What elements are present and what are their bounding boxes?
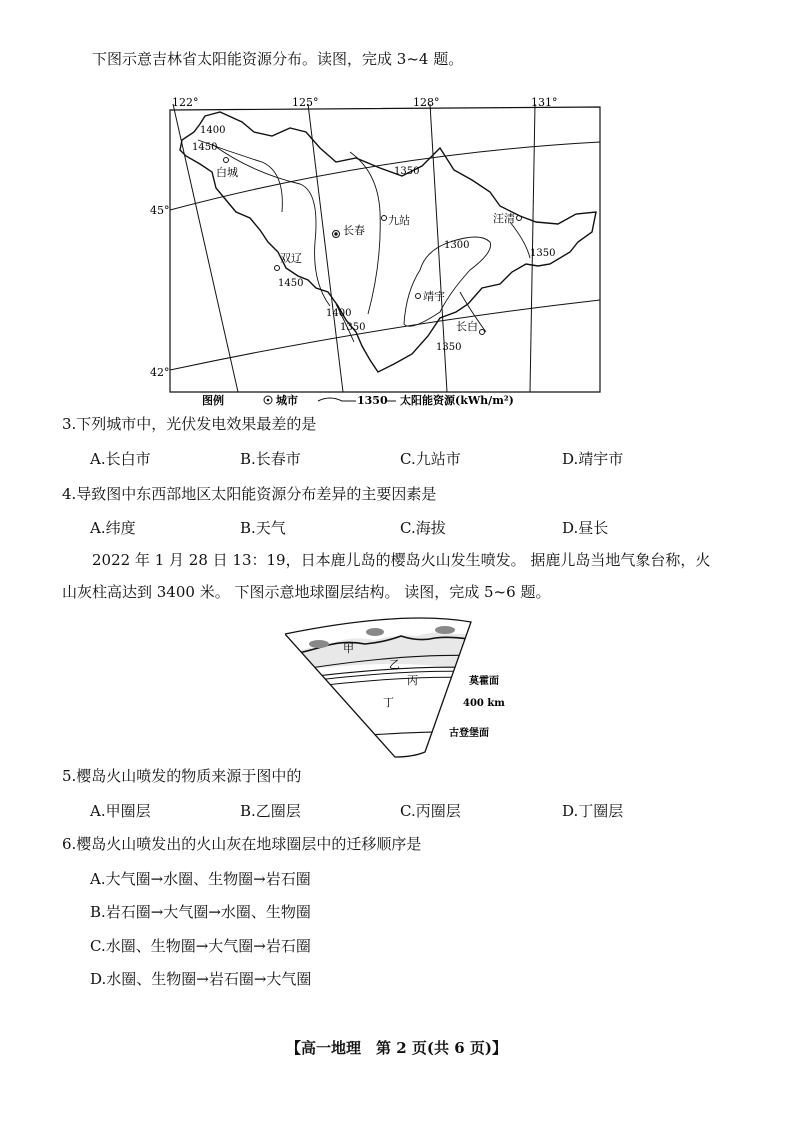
lon-label: 131° — [531, 96, 558, 109]
boundary-label: 古登堡面 — [449, 728, 489, 739]
question-4-option-b[interactable]: B.天气 — [240, 519, 286, 537]
question-3-stem: 3.下列城市中，光伏发电效果最差的是 — [62, 415, 317, 433]
question-5-option-c[interactable]: C.丙圈层 — [400, 802, 461, 820]
lat-label: 45° — [150, 204, 170, 217]
page-footer: 【高一地理 第 2 页(共 6 页)】 — [286, 1039, 507, 1057]
isoline-label: 1350 — [530, 248, 556, 259]
layer-label: 乙 — [389, 658, 400, 671]
isoline-label: 1350 — [436, 342, 462, 353]
city-label: 靖宇 — [423, 290, 445, 303]
legend-city-label: 城市 — [276, 394, 298, 407]
city-marker — [275, 266, 280, 271]
question-5-stem: 5.樱岛火山喷发的物质来源于图中的 — [62, 767, 302, 785]
layer-label: 甲 — [343, 642, 354, 655]
lon-label: 122° — [172, 96, 199, 109]
question-6-option-c[interactable]: C.水圈、生物圈→大气圈→岩石圈 — [90, 937, 311, 955]
isoline-label: 1450 — [192, 142, 218, 153]
question-3-option-a[interactable]: A.长白市 — [90, 450, 151, 468]
legend-isoline-label: 太阳能资源(kWh/m²) — [400, 394, 514, 407]
city-label: 汪清 — [493, 212, 515, 225]
intro-text-1: 下图示意吉林省太阳能资源分布。读图，完成 3~4 题。 — [92, 50, 464, 68]
city-label: 九站 — [388, 214, 410, 227]
intro-text-2a: 2022 年 1 月 28 日 13：19，日本鹿儿岛的樱岛火山发生喷发。 据鹿儿岛当地气象台称，火 — [92, 551, 711, 569]
isoline-label: 1400 — [326, 308, 352, 319]
lat-label: 42° — [150, 366, 170, 379]
question-6-option-a[interactable]: A.大气圈→水圈、生物圈→岩石圈 — [90, 870, 311, 888]
question-4-option-a[interactable]: A.纬度 — [90, 519, 136, 537]
question-4-stem: 4.导致图中东西部地区太阳能资源分布差异的主要因素是 — [62, 485, 437, 503]
isoline-label: 1300 — [444, 240, 470, 251]
city-label: 长春 — [343, 224, 365, 237]
question-6-stem: 6.樱岛火山喷发出的火山灰在地球圈层中的迁移顺序是 — [62, 835, 422, 853]
question-5-option-d[interactable]: D.丁圈层 — [562, 802, 624, 820]
layer-label: 丁 — [383, 696, 394, 709]
province-outline — [180, 112, 596, 372]
isoline-label: 1400 — [200, 125, 226, 136]
question-3-option-c[interactable]: C.九站市 — [400, 450, 461, 468]
legend-isoline-icon — [318, 398, 356, 401]
city-marker — [224, 158, 229, 163]
boundary-label: 莫霍面 — [469, 676, 499, 687]
city-label: 双辽 — [280, 252, 302, 265]
intro-text-2b: 山灰柱高达到 3400 米。 下图示意地球圈层结构。 读图，完成 5~6 题。 — [62, 583, 551, 601]
question-3-option-b[interactable]: B.长春市 — [240, 450, 301, 468]
layer-label: 丙 — [407, 674, 418, 687]
city-marker — [480, 330, 485, 335]
boundary-label: 400 km — [463, 698, 505, 709]
legend-title: 图例 — [202, 394, 224, 407]
lon-label: 128° — [413, 96, 440, 109]
isoline-label: 1450 — [278, 278, 304, 289]
question-3-option-d[interactable]: D.靖宇市 — [562, 450, 624, 468]
city-label: 长白 — [456, 320, 478, 333]
city-label: 白城 — [216, 166, 238, 179]
isoline-label: 1350 — [394, 166, 420, 177]
lon-label: 125° — [292, 96, 319, 109]
jilin-solar-map — [150, 92, 610, 410]
city-marker — [416, 294, 421, 299]
city-marker — [382, 216, 387, 221]
question-5-option-a[interactable]: A.甲圈层 — [90, 802, 151, 820]
isoline-label: 1350 — [340, 322, 366, 333]
legend-isoline-value: 1350 — [357, 394, 388, 407]
question-6-option-b[interactable]: B.岩石圈→大气圈→水圈、生物圈 — [90, 903, 311, 921]
question-5-option-b[interactable]: B.乙圈层 — [240, 802, 301, 820]
earth-sphere-diagram — [285, 612, 525, 758]
question-4-option-c[interactable]: C.海拔 — [400, 519, 446, 537]
question-6-option-d[interactable]: D.水圈、生物圈→岩石圈→大气圈 — [90, 970, 312, 988]
question-4-option-d[interactable]: D.昼长 — [562, 519, 609, 537]
